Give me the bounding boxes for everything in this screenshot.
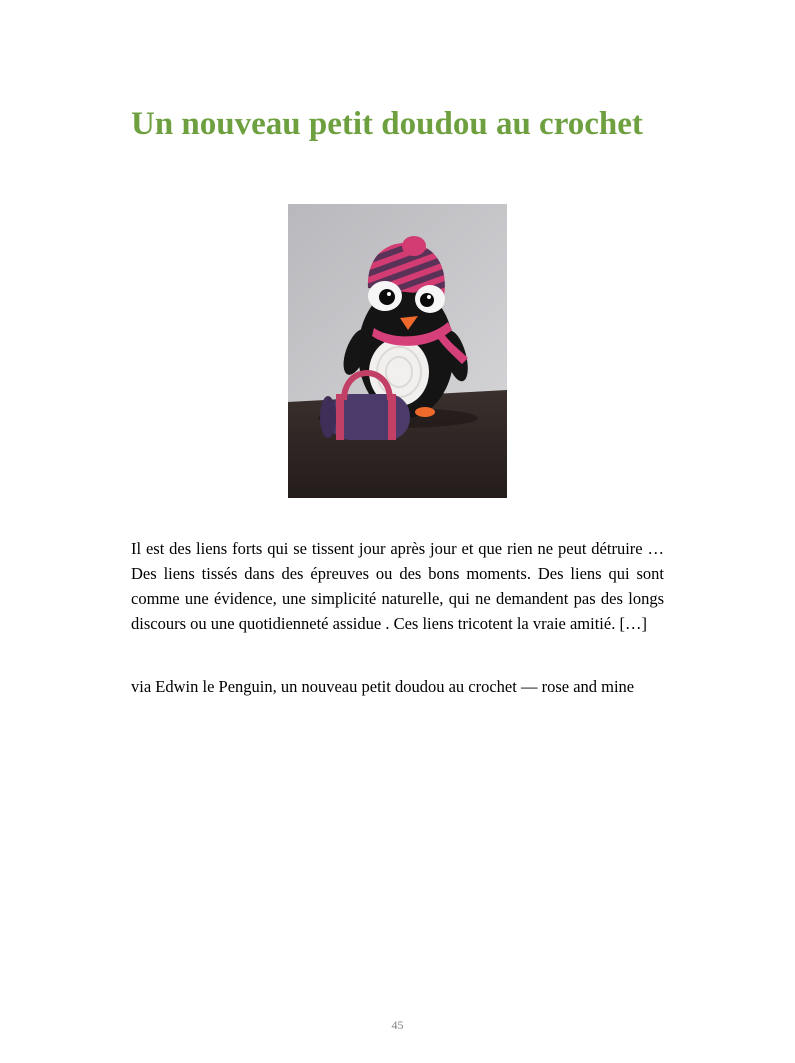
page-title: Un nouveau petit doudou au crochet xyxy=(131,106,643,142)
page-number: 45 xyxy=(391,1018,404,1032)
crochet-penguin-photo xyxy=(288,204,507,498)
article-body: Il est des liens forts qui se tissent jour après jour et que rien ne peut détruire … Des liens tissés dans des épreuves ou des bons moments. Des liens qui sont comme une évidence, une simplicité naturelle, qui ne demandent pas des longs discours ou une quotidienneté assidue . Ces liens tricotent la vraie amitié. […] xyxy=(131,539,664,633)
penguin-image xyxy=(288,204,507,498)
via-credit: via Edwin le Penguin, un nouveau petit doudou au crochet — rose and mine xyxy=(131,677,635,696)
